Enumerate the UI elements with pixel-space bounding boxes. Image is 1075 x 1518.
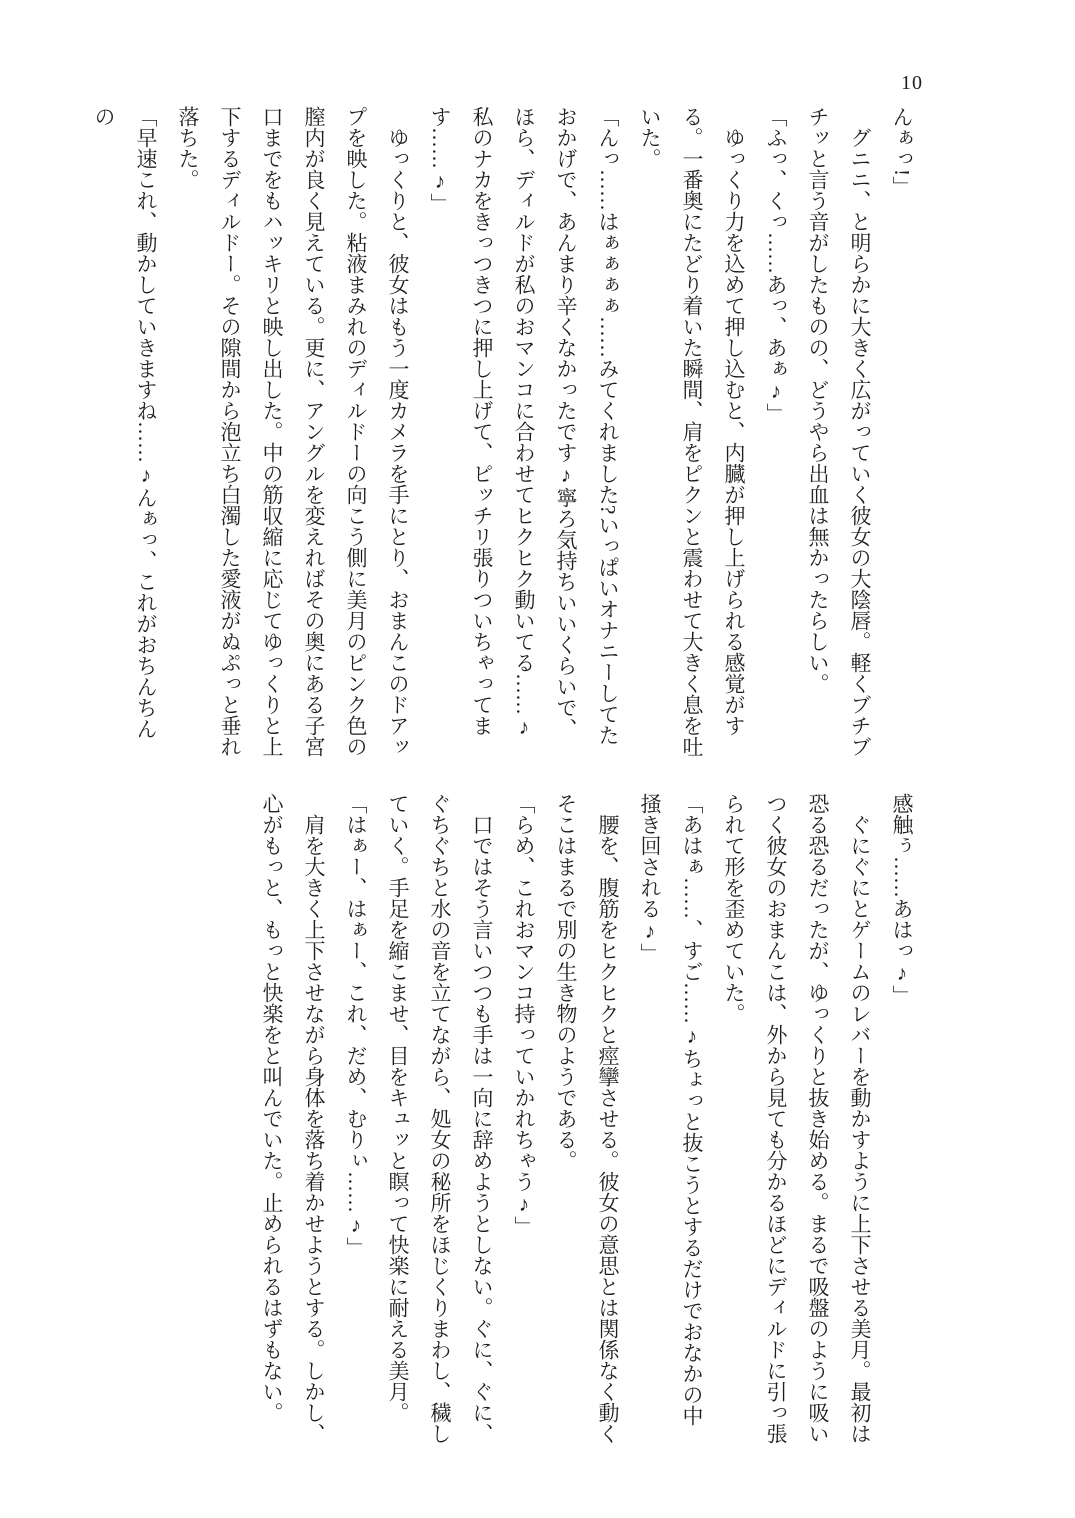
paragraph-dialogue: 「んっ……はぁぁぁぁ……みてくれました?いっぱいオナニーしてたおかげで、あんまり辛くなかったです♪寧ろ気持ちいいくらいで、ほら、ディルドが私のおマンコに合わせてヒクヒク動いてる……♪私のナカをきっつきつに押し上げて、ピッチリ張りついちゃってます……♪」 <box>428 106 620 746</box>
paragraph-dialogue-continuation: んぁっ!」 <box>890 106 914 197</box>
text-section-bottom <box>251 793 923 1445</box>
paragraph-dialogue: 「早速これ、動かしていきますね……♪んぁっ、これがおちんちんの <box>92 106 158 739</box>
paragraph-narrative: ゆっくりと、彼女はもう一度カメラを手にとり、おまんこのドアップを映した。粘液まみれのディルドーの向こう側に美月のピンク色の膣内が良く見えている。更に、アングルを変えればその奥にある子宮口までをもハッキリと映し出した。中の筋収縮に応じてゆっくりと上下するディルドー。その隙間から泡立ち白濁した愛液がぬぷっと垂れ落ちた。 <box>176 106 410 757</box>
page-number: 10 <box>901 72 923 94</box>
paragraph-narrative: 腰を、腹筋をヒクヒクと痙攣させる。彼女の意思とは関係なく動くそこはまるで別の生き物のようである。 <box>554 793 620 1444</box>
paragraph-dialogue: 「あはぁ……、すご……♪ちょっと抜こうとするだけでおなかの中掻き回される♪」 <box>638 793 704 1426</box>
paragraph-narrative: グニニ、と明らかに大きく広がっていく彼女の大陰唇。軽くブチブチッと言う音がしたものの、どうやら出血は無かったらしい。 <box>806 106 872 757</box>
paragraph-narrative: ぐにぐにとゲームのレバーを動かすように上下させる美月。最初は恐る恐るだったが、ゆっくりと抜き始める。まるで吸盤のように吸いつく彼女のおまんこは、外から見ても分かるほどにディルドに引っ張られて形を歪めていた。 <box>722 793 872 1444</box>
paragraph-dialogue-continuation: 感触ぅ……あはっ♪」 <box>890 793 914 1006</box>
paragraph-narrative: 口ではそう言いつつも手は一向に辞めようとしない。ぐに、ぐに、ぐちぐちと水の音を立てながら、処女の秘所をほじくりまわし、穢していく。手足を縮こませ、目をキュッと瞑って快楽に耐える美月。 <box>386 793 494 1444</box>
text-section-top <box>83 106 923 758</box>
paragraph-dialogue: 「はぁー、はぁー、これ、だめ、むりぃ……♪」 <box>344 793 368 1258</box>
paragraph-narrative: ゆっくり力を込めて押し込むと、内臓が押し上げられる感覚がする。一番奥にたどり着いた瞬間、肩をピクンと震わせて大きく息を吐いた。 <box>638 106 746 757</box>
paragraph-dialogue: 「ふっ、くっ……あっ、あぁ♪」 <box>764 106 788 424</box>
paragraph-dialogue: 「らめ、これおマンコ持っていかれちゃう♪」 <box>512 793 536 1237</box>
paragraph-narrative: 肩を大きく上下させながら身体を落ち着かせようとする。しかし、心がもっと、もっと快楽をと叫んでいた。止められるはずもない。 <box>260 793 326 1444</box>
